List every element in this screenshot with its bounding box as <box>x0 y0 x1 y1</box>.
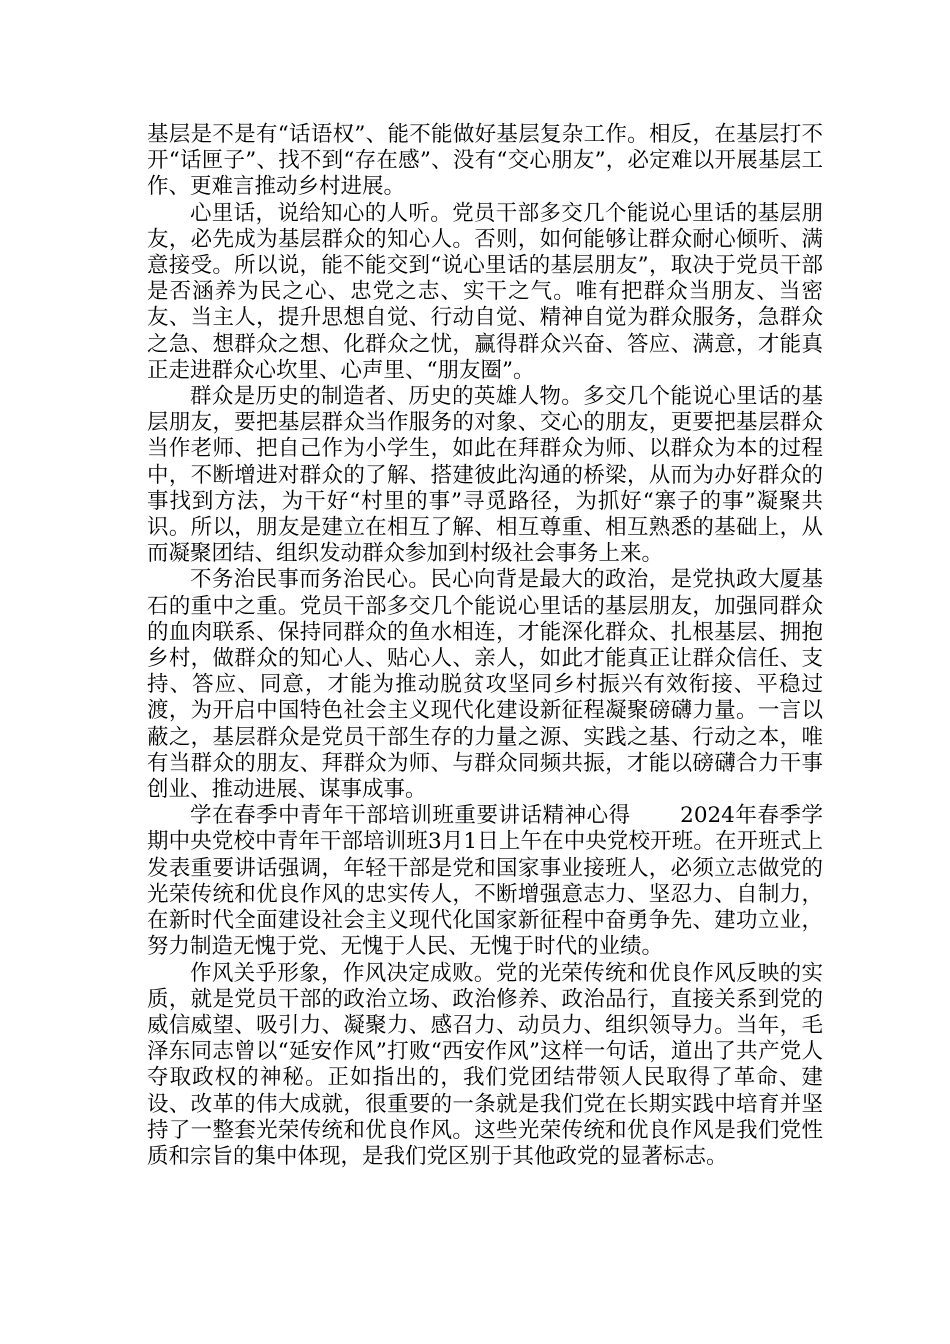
document-page <box>147 122 823 1170</box>
section-heading: 学在春季中青年干部培训班重要讲话精神心得 <box>190 803 631 829</box>
paragraph-continuation: 基层是不是有“话语权”、能不能做好基层复杂工作。相反，在基层打不开“话匣子”、找不到“存在感”、没有“交心朋友”，必定难以开展基层工作、更难言推动乡村进展。 <box>147 122 823 200</box>
paragraph-masses-history: 群众是历史的制造者、历史的英雄人物。多交几个能说心里话的基层朋友，要把基层群众当作服务的对象、交心的朋友，更要把基层群众当作老师、把自己作为小学生，如此在拜群众为师、以群众为本的过程中，不断增进对群众的了解、搭建彼此沟通的桥梁，从而为办好群众的事找到方法，为干好“村里的事”寻觅路径，为抓好“寨子的事”凝聚共识。所以，朋友是建立在相互了解、相互尊重、相互熟悉的基础上，从而凝聚团结、组织发动群众参加到村级社会事务上来。 <box>147 384 823 567</box>
paragraph-work-style: 作风关乎形象，作风决定成败。党的光荣传统和优良作风反映的实质，就是党员干部的政治立场、政治修养、政治品行，直接关系到党的威信威望、吸引力、凝聚力、感召力、动员力、组织领导力。当年，毛泽东同志曾以“延安作风”打败“西安作风”这样一句话，道出了共产党人夺取政权的神秘。正如指出的，我们党团结带领人民取得了革命、建设、改革的伟大成就，很重要的一条就是我们党在长期实践中培育并坚持了一整套光荣传统和优良作风。这些光荣传统和优良作风是我们党性质和宗旨的集中体现，是我们党区别于其他政党的显著标志。 <box>147 960 823 1169</box>
section-training-speech <box>147 803 823 960</box>
paragraph-heart-to-heart: 心里话，说给知心的人听。党员干部多交几个能说心里话的基层朋友，必先成为基层群众的知心人。否则，如何能够让群众耐心倾听、满意接受。所以说，能不能交到“说心里话的基层朋友”，取决于党员干部是否涵养为民之心、忠党之志、实干之气。唯有把群众当朋友、当密友、当主人，提升思想自觉、行动自觉、精神自觉为群众服务，急群众之急、想群众之想、化群众之忧，赢得群众兴奋、答应、满意，才能真正走进群众心坎里、心声里、“朋友圈”。 <box>147 200 823 383</box>
section-heading-body: 2024年春季学期中央党校中青年干部培训班3月1日上午在中央党校开班。在开班式上发表重要讲话强调，年轻干部是党和国家事业接班人，必须立志做党的光荣传统和优良作风的忠实传人，不断增强意志力、坚忍力、自制力，在新时代全面建设社会主义现代化国家新征程中奋勇争先、建功立业，努力制造无愧于党、无愧于人民、无愧于时代的业绩。 <box>147 803 823 960</box>
paragraph-win-hearts: 不务治民事而务治民心。民心向背是最大的政治，是党执政大厦基石的重中之重。党员干部多交几个能说心里话的基层朋友，加强同群众的血肉联系、保持同群众的鱼水相连，才能深化群众、扎根基层、拥抱乡村，做群众的知心人、贴心人、亲人，如此才能真正让群众信任、支持、答应、同意，才能为推动脱贫攻坚同乡村振兴有效衔接、平稳过渡，为开启中国特色社会主义现代化建设新征程凝聚磅礴力量。一言以蔽之，基层群众是党员干部生存的力量之源、实践之基、行动之本，唯有当群众的朋友、拜群众为师、与群众同频共振，才能以磅礴合力干事创业、推动进展、谋事成事。 <box>147 567 823 803</box>
